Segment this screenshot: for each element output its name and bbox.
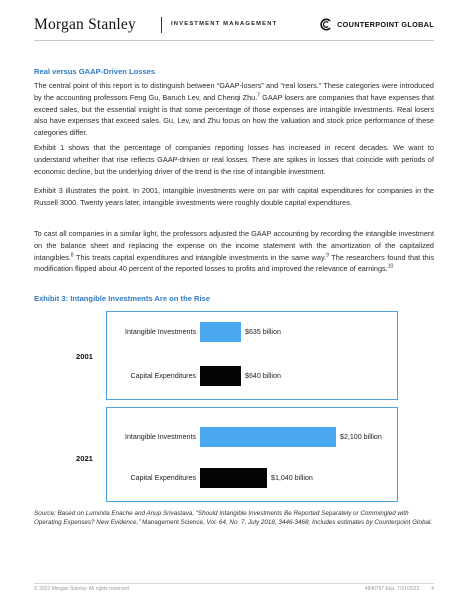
- division-label: INVESTMENT MANAGEMENT: [171, 21, 278, 27]
- paragraph-text: This treats capital expenditures and intangible investments in the same way.: [73, 252, 327, 262]
- source-text: Source: Based on Luminita Enache and Anup Srivastava, “Should Intangible Investments Be Reported Separately or Commingled with Operating Expenses? New Evidence,”: [34, 510, 409, 527]
- bar-2001-intangible-investments: [200, 322, 241, 342]
- footnote-ref: 10: [387, 263, 394, 270]
- bar-2001-capital-expenditures: [200, 366, 241, 386]
- bar-2021-intangible-investments: [200, 427, 336, 447]
- copyright: © 2022 Morgan Stanley. All rights reserved.: [34, 586, 131, 592]
- paragraph-3: Exhibit 3 illustrates the point. In 2001, intangible investments were on par with capital expenditures for companies in the Russell 3000. Twenty years later, intangible investments were roughly double capital expenditures.: [34, 186, 434, 207]
- partner-name: COUNTERPOINT GLOBAL: [337, 20, 434, 29]
- paragraph-2: Exhibit 1 shows that the percentage of companies reporting losses has increased in recent decades. We want to understand whether that rise reflects GAAP-driven or real losses. There are spikes in losses that coincide with periods of economic decline, but the underlying driver of the trend is the rise of intangible investment.: [34, 143, 434, 176]
- document-code: 4840797 Exp. 7/31/2023: [364, 586, 420, 592]
- bar-value-label: $2,100 billion: [340, 433, 382, 441]
- bar-category-label: Capital Expenditures: [130, 474, 196, 482]
- paragraph-text: The researchers found that this modification flipped about 40 percent of the reported losses to profits and improved the relevance of earnings.: [34, 252, 435, 274]
- bar-category-label: Capital Expenditures: [130, 372, 196, 380]
- paragraph-1: [34, 80, 434, 139]
- brand-logo: Morgan Stanley: [34, 16, 136, 33]
- page-header: [34, 14, 434, 36]
- footnote-ref: 7: [257, 92, 261, 99]
- counterpoint-logo-icon: [320, 18, 333, 31]
- footer-rule: [34, 583, 434, 584]
- year-label: 2021: [76, 454, 93, 463]
- header-divider: [161, 17, 162, 33]
- bar-value-label: $635 billion: [245, 328, 281, 336]
- chart-group-2001: [106, 311, 398, 400]
- exhibit-title: Exhibit 3: Intangible Investments Are on the Rise: [34, 294, 211, 303]
- paragraph-text: To cast all companies in a similar light, the professors adjusted the GAAP accounting by recording the intangible investment on the balance sheet and replacing the expense on the income statement with the amortization of the capitalized intangibles.: [34, 229, 434, 262]
- source-journal: Management Science,: [140, 519, 205, 527]
- paragraph-text: The central point of this report is to distinguish between “GAAP-losers” and “real losers.” These categories were introduced by the accounting professors Feng Gu, Baruch Lev, and Chenqi Zhu.: [34, 81, 434, 102]
- partner-logo: [320, 18, 434, 31]
- source-note: [34, 509, 434, 528]
- bar-2021-capital-expenditures: [200, 468, 267, 488]
- bar-category-label: Intangible Investments: [125, 328, 196, 336]
- footer-info: [365, 586, 434, 592]
- source-text: Vol. 64, No. 7, July 2018, 3446-3468; Includes estimates by Counterpoint Global.: [204, 519, 433, 527]
- page-number: 4: [431, 586, 434, 592]
- footnote-ref: 9: [326, 252, 329, 259]
- paragraph-4: [34, 228, 434, 275]
- section-heading: Real versus GAAP-Driven Losses: [34, 67, 156, 76]
- bar-value-label: $640 billion: [245, 372, 281, 380]
- header-rule: [34, 40, 434, 41]
- paragraph-text: GAAP losers are companies that have expenses that exceed sales, but the essential insight is that some percentage of those expenses are intangible investments. Real losers also have expenses that exceed sales. Gu, Lev, and Zhu focus on how the valuation and stock price performance of these categories differ.: [34, 92, 434, 138]
- year-label: 2001: [76, 352, 93, 361]
- bar-category-label: Intangible Investments: [125, 433, 196, 441]
- bar-value-label: $1,040 billion: [271, 474, 313, 482]
- footnote-ref: 8: [70, 252, 74, 259]
